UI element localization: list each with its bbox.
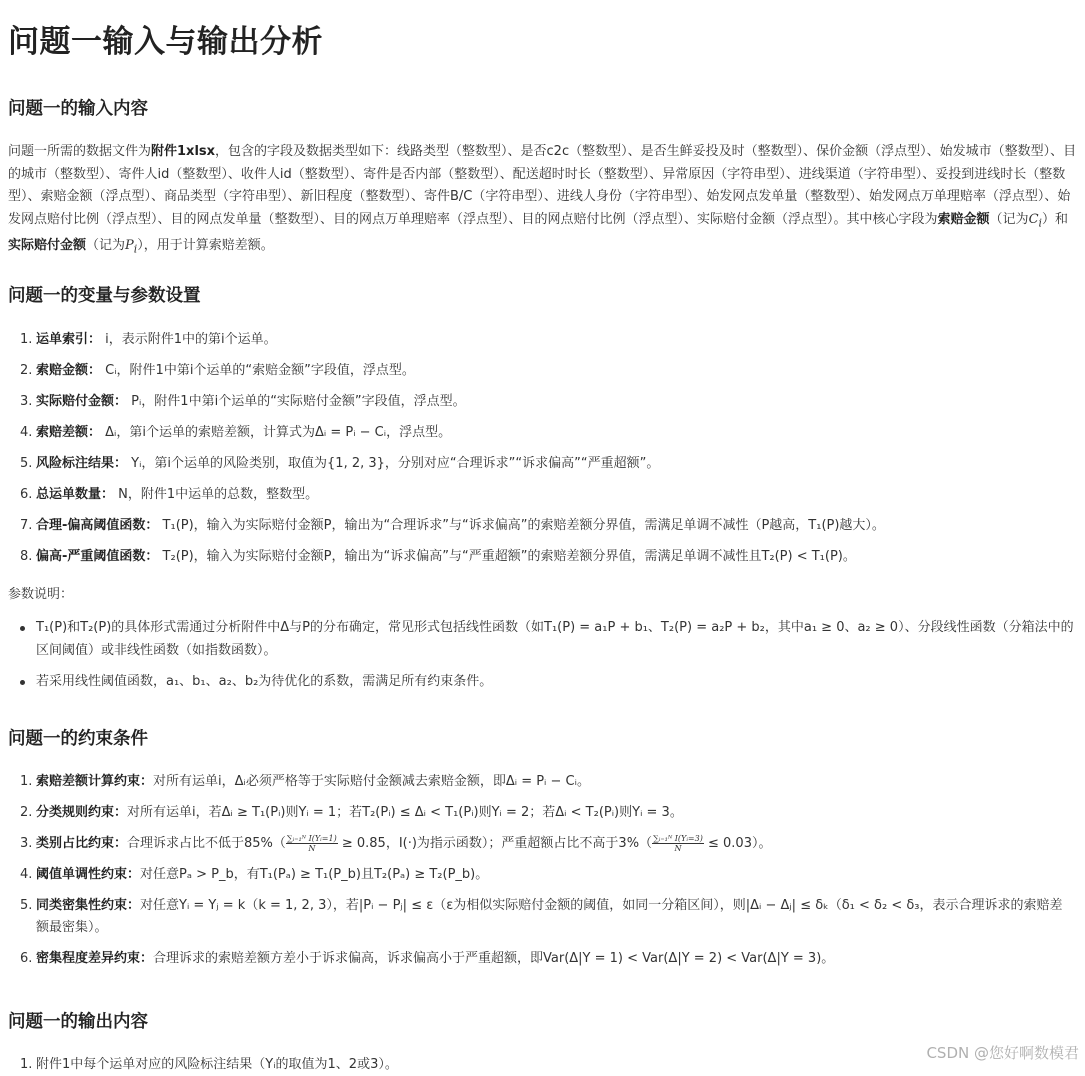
input-text-e: ）和	[1041, 211, 1068, 227]
input-text-c: 。其中核心字段为	[833, 211, 938, 227]
list-item: 3. 实际赔付金额： Pᵢ，附件1中第i个运单的“实际赔付金额”字段值，浮点型。	[20, 394, 466, 409]
fraction-reasonable: $\frac{\text{∑ᵢ₌₁ᴺ I(Yᵢ=1)}}{N}$	[286, 834, 337, 853]
list-item: 8. 偏高-严重阈值函数： T₂(P)，输入为实际赔付金额P，输出为“诉求偏高”与“严重超额”的索赔差额分界值，需满足单调不减性且T₂(P) < T₁(P)。	[20, 549, 856, 564]
input-math-p: P	[125, 237, 134, 253]
input-math-c-sub: i	[1038, 216, 1042, 230]
constraints-list	[0, 771, 1080, 970]
param-bullets	[0, 617, 1080, 694]
watermark: CSDN @您好啊数模君	[926, 1044, 1079, 1062]
input-paragraph	[8, 141, 1078, 261]
input-text-b: ，包含的字段及数据类型如下：线路类型（整数型）、是否c2c（整数型）、是否生鲜妥投及时（整数型）、保价金额（浮点型）、始发城市（整数型）、目的城市（整数型）、寄件人id（整数型）、收件人id（整数型）、寄件是否内部（整数型）、配送超时时长（整数型）、异常原因（字符串型）、进线渠道（字符串型）、妥投到进线时长（整数型）、索赔金额（浮点型）、商品类型（字符串型）、新旧程度（整数型）、寄件B/C（字符串型）、进线人身份（字符串型）、始发网点发单量（整数型）、始发网点万单理赔率（浮点型）、始发网点赔付比例（浮点型）、目的网点发单量（整数型）、目的网点万单理赔率（浮点型）、目的网点赔付比例（浮点型）、实际赔付金额（浮点型）	[8, 144, 1077, 227]
list-item: 若采用线性阈值函数，a₁、b₁、a₂、b₂为待优化的系数，需满足所有约束条件。	[0, 671, 1080, 694]
bullet-dot	[20, 680, 25, 685]
input-text-f: （记为	[86, 237, 126, 253]
input-key-field-2: 实际赔付金额	[8, 237, 87, 253]
list-item: 6. 密集程度差异约束：合理诉求的索赔差额方差小于诉求偏高，诉求偏高小于严重超额，即Var(Δ|Y = 1) < Var(Δ|Y = 2) < Var(Δ|Y = 3)。	[20, 951, 835, 966]
list-item: 7. 合理-偏高阈值函数： T₁(P)，输入为实际赔付金额P，输出为“合理诉求”与“诉求偏高”的索赔差额分界值，需满足单调不减性（P越高，T₁(P)越大）。	[20, 518, 885, 533]
list-item: 4. 索赔差额： Δᵢ，第i个运单的索赔差额，计算式为Δᵢ = Pᵢ − Cᵢ，浮点型。	[20, 425, 452, 440]
input-text-g: ），用于计算索赔差额。	[137, 237, 274, 253]
list-item: 2. 分类规则约束：对所有运单i，若Δᵢ ≥ T₁(Pᵢ)则Yᵢ = 1；若T₂(Pᵢ) ≤ Δᵢ < T₁(Pᵢ)则Yᵢ = 2；若Δᵢ < T₂(Pᵢ)则Yᵢ = 3。	[20, 805, 683, 820]
input-text-a: 问题一所需的数据文件为	[8, 144, 152, 159]
input-file-name: 附件1xlsx	[151, 144, 216, 159]
list-item: 6. 总运单数量： N，附件1中运单的总数，整数型。	[20, 487, 319, 502]
list-item: 1. 附件1中每个运单对应的风险标注结果（Yᵢ的取值为1、2或3）。	[20, 1057, 398, 1072]
list-item: 1. 索赔差额计算约束：对所有运单i，Δᵢ必须严格等于实际赔付金额减去索赔金额，即Δᵢ = Pᵢ − Cᵢ。	[20, 774, 590, 789]
list-item: 5. 同类密集性约束：对任意Yᵢ = Yⱼ = k（k = 1, 2, 3），若|Pᵢ − Pⱼ| ≤ ε（ε为相似实际赔付金额的阈值，如同一分箱区间），则|Δᵢ − Δⱼ| ≤ δₖ（δ₁ < δ₂ < δ₃，表示合理诉求的索赔差额最密集）。	[20, 898, 1063, 935]
list-item: 1. 运单索引： i，表示附件1中的第i个运单。	[20, 332, 277, 347]
page-title: 问题一输入与输出分析	[8, 24, 323, 60]
bullet-dot	[20, 626, 25, 631]
input-math-c: C	[1028, 211, 1039, 227]
input-key-field-1: 索赔金额	[937, 211, 990, 227]
param-label: 参数说明：	[8, 587, 74, 602]
fraction-severe: $\frac{\text{∑ᵢ₌₁ᴺ I(Yᵢ=3)}}{N}$	[653, 834, 703, 853]
input-math-p-sub: i	[133, 242, 138, 256]
list-item: 3. 类别占比约束：合理诉求占比不低于85%（ $\frac{\text{∑ᵢ₌₁ᴺ I(Yᵢ=1)}}{N}$ ≥ 0.85，I(·)为指示函数）；严重超额占比不高于3%（ $\frac{\text{∑ᵢ₌₁ᴺ I(Yᵢ=3)}}{N}$ ≤ 0.03）。	[20, 834, 772, 853]
input-text-d: （记为	[989, 211, 1029, 227]
list-item: 5. 风险标注结果： Yᵢ，第i个运单的风险类别，取值为{1, 2, 3}，分别对应“合理诉求”“诉求偏高”“严重超额”。	[20, 456, 660, 471]
heading-variables: 问题一的变量与参数设置	[8, 286, 201, 306]
list-item: 4. 阈值单调性约束：对任意Pₐ > P_b，有T₁(Pₐ) ≥ T₁(P_b)且T₂(Pₐ) ≥ T₂(P_b)。	[20, 867, 489, 882]
list-item: T₁(P)和T₂(P)的具体形式需通过分析附件中Δ与P的分布确定，常见形式包括线性函数（如T₁(P) = a₁P + b₁、T₂(P) = a₂P + b₂，其中a₁ ≥ 0、a₂ ≥ 0）、分段线性函数（分箱法中的区间阈值）或非线性函数（如指数函数）。	[0, 617, 1080, 662]
heading-output: 问题一的输出内容	[8, 1012, 148, 1032]
output-list	[0, 1054, 1080, 1076]
list-item: 2. 索赔金额： Cᵢ，附件1中第i个运单的“索赔金额”字段值，浮点型。	[20, 363, 415, 378]
heading-input: 问题一的输入内容	[8, 99, 148, 119]
variables-list	[0, 329, 1080, 568]
heading-constraints: 问题一的约束条件	[8, 729, 148, 749]
